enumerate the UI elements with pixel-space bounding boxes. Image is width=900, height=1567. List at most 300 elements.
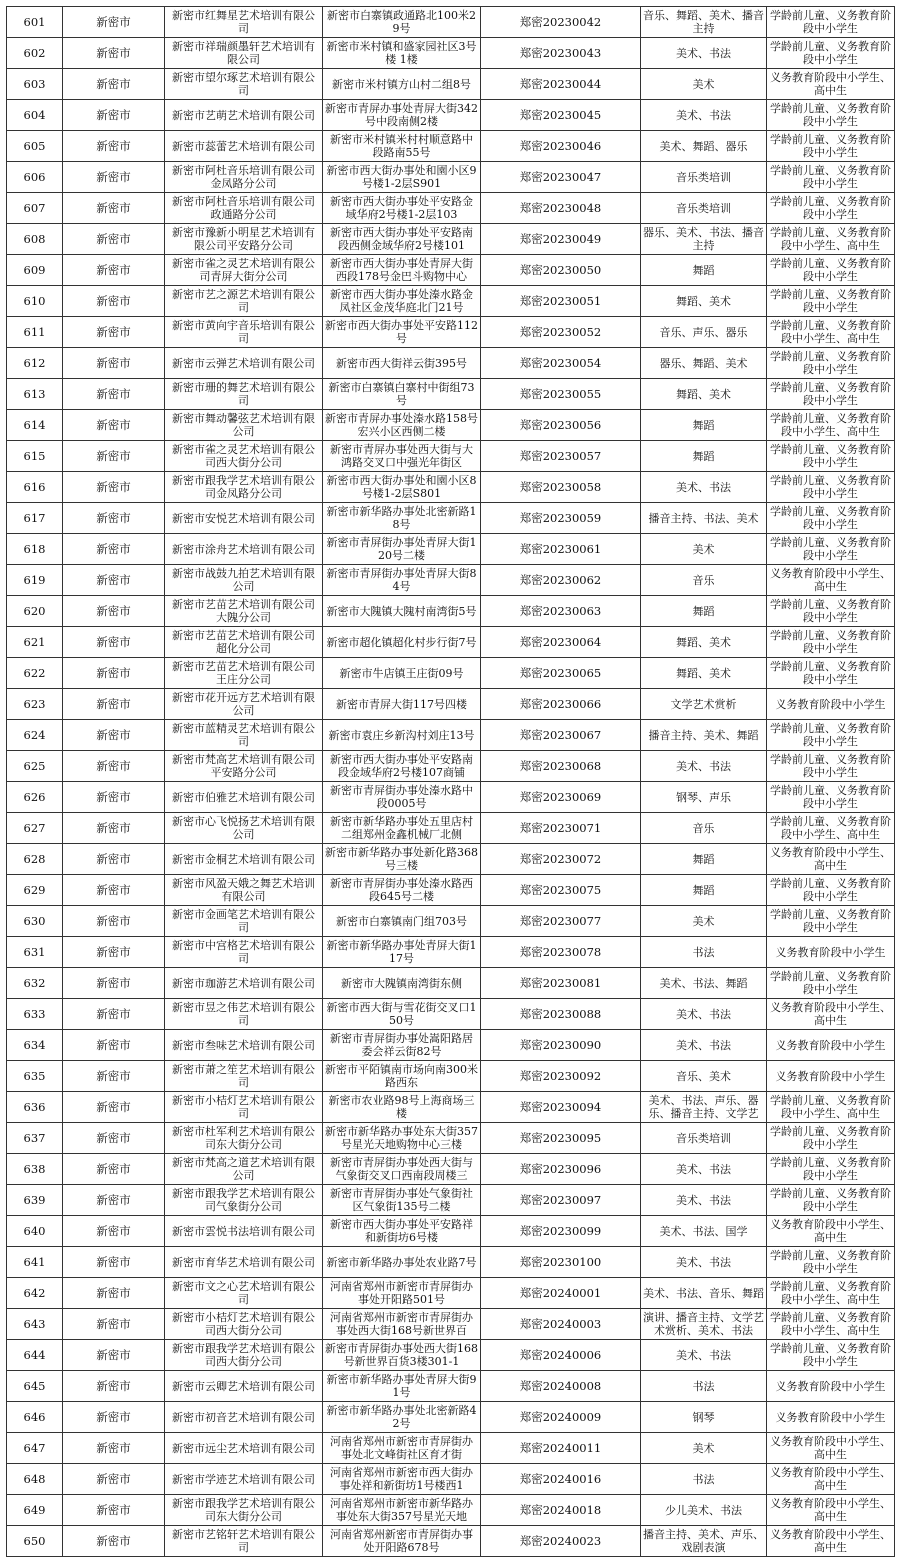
- serial-number-cell: 631: [7, 937, 63, 968]
- training-category-cell: 音乐: [641, 565, 767, 596]
- table-row: [7, 844, 895, 875]
- target-audience-cell: 义务教育阶段中小学生: [767, 1030, 895, 1061]
- training-category-cell: 音乐类培训: [641, 1123, 767, 1154]
- city-cell: 新密市: [63, 100, 165, 131]
- training-category-cell: 播音主持、美术、声乐、戏剧表演: [641, 1526, 767, 1557]
- training-category-cell: 舞蹈、美术: [641, 379, 767, 410]
- target-audience-cell: 学龄前儿童、义务教育阶段中小学生: [767, 503, 895, 534]
- institution-name-cell: 新密市雲悦书法培训有限公司: [165, 1216, 323, 1247]
- license-code-cell: 郑密20230097: [481, 1185, 641, 1216]
- target-audience-cell: 义务教育阶段中小学生、高中生: [767, 69, 895, 100]
- table-row: [7, 720, 895, 751]
- target-audience-cell: 学龄前儿童、义务教育阶段中小学生: [767, 7, 895, 38]
- institution-name-cell: 新密市杜军利艺术培训有限公司东大街分公司: [165, 1123, 323, 1154]
- serial-number-cell: 648: [7, 1464, 63, 1495]
- table-row: [7, 1402, 895, 1433]
- serial-number-cell: 617: [7, 503, 63, 534]
- serial-number-cell: 626: [7, 782, 63, 813]
- address-cell: 河南省郑州市新密市西大街办事处祥和新街坊1号楼西1: [323, 1464, 481, 1495]
- serial-number-cell: 637: [7, 1123, 63, 1154]
- target-audience-cell: 学龄前儿童、义务教育阶段中小学生: [767, 255, 895, 286]
- table-row: [7, 348, 895, 379]
- city-cell: 新密市: [63, 379, 165, 410]
- table-row: [7, 1123, 895, 1154]
- license-code-cell: 郑密20240023: [481, 1526, 641, 1557]
- institution-name-cell: 新密市望尔琢艺术培训有限公司: [165, 69, 323, 100]
- target-audience-cell: 义务教育阶段中小学生、高中生: [767, 565, 895, 596]
- institution-name-cell: 新密市跟我学艺术培训有限公司气象街分公司: [165, 1185, 323, 1216]
- target-audience-cell: 学龄前儿童、义务教育阶段中小学生: [767, 193, 895, 224]
- city-cell: 新密市: [63, 162, 165, 193]
- license-code-cell: 郑密20240001: [481, 1278, 641, 1309]
- serial-number-cell: 612: [7, 348, 63, 379]
- institution-name-cell: 新密市梵高之道艺术培训有限公司: [165, 1154, 323, 1185]
- table-row: [7, 782, 895, 813]
- serial-number-cell: 635: [7, 1061, 63, 1092]
- city-cell: 新密市: [63, 472, 165, 503]
- table-row: [7, 7, 895, 38]
- institution-name-cell: 新密市远尘艺术培训有限公司: [165, 1433, 323, 1464]
- table-row: [7, 224, 895, 255]
- institution-name-cell: 新密市艺萌艺术培训有限公司: [165, 100, 323, 131]
- table-row: [7, 1495, 895, 1526]
- address-cell: 新密市袁庄乡新沟村刘庄13号: [323, 720, 481, 751]
- training-category-cell: 舞蹈: [641, 844, 767, 875]
- target-audience-cell: 学龄前儿童、义务教育阶段中小学生: [767, 720, 895, 751]
- city-cell: 新密市: [63, 1526, 165, 1557]
- institution-name-cell: 新密市珊的舞艺术培训有限公司: [165, 379, 323, 410]
- target-audience-cell: 学龄前儿童、义务教育阶段中小学生: [767, 782, 895, 813]
- institution-name-cell: 新密市小桔灯艺术培训有限公司: [165, 1092, 323, 1123]
- training-category-cell: 舞蹈: [641, 596, 767, 627]
- license-code-cell: 郑密20230063: [481, 596, 641, 627]
- table-row: [7, 1278, 895, 1309]
- license-code-cell: 郑密20230075: [481, 875, 641, 906]
- table-row: [7, 38, 895, 69]
- training-category-cell: 美术、书法: [641, 1154, 767, 1185]
- institution-name-cell: 新密市初音艺术培训有限公司: [165, 1402, 323, 1433]
- city-cell: 新密市: [63, 1402, 165, 1433]
- city-cell: 新密市: [63, 751, 165, 782]
- target-audience-cell: 学龄前儿童、义务教育阶段中小学生: [767, 1123, 895, 1154]
- serial-number-cell: 627: [7, 813, 63, 844]
- serial-number-cell: 642: [7, 1278, 63, 1309]
- address-cell: 新密市青屏办事处西大街与大鸿路交叉口中强光年街区: [323, 441, 481, 472]
- table-row: [7, 627, 895, 658]
- address-cell: 新密市青屏办事处溱水路158号宏兴小区西侧二楼: [323, 410, 481, 441]
- city-cell: 新密市: [63, 658, 165, 689]
- license-code-cell: 郑密20230068: [481, 751, 641, 782]
- training-category-cell: 美术: [641, 69, 767, 100]
- target-audience-cell: 学龄前儿童、义务教育阶段中小学生: [767, 534, 895, 565]
- address-cell: 新密市青屏办事处青屏大街342号中段南侧2楼: [323, 100, 481, 131]
- city-cell: 新密市: [63, 503, 165, 534]
- table-body: [7, 7, 895, 1557]
- institution-name-cell: 新密市战鼓九拍艺术培训有限公司: [165, 565, 323, 596]
- address-cell: 新密市青屏街办事处青屏大街84号: [323, 565, 481, 596]
- city-cell: 新密市: [63, 1092, 165, 1123]
- license-code-cell: 郑密20230067: [481, 720, 641, 751]
- city-cell: 新密市: [63, 7, 165, 38]
- training-category-cell: 书法: [641, 937, 767, 968]
- institution-name-cell: 新密市祥瑞颜墨轩艺术培训有限公司: [165, 38, 323, 69]
- training-category-cell: 播音主持、书法、美术: [641, 503, 767, 534]
- training-category-cell: 舞蹈: [641, 255, 767, 286]
- city-cell: 新密市: [63, 906, 165, 937]
- license-code-cell: 郑密20230078: [481, 937, 641, 968]
- training-category-cell: 美术、书法: [641, 1185, 767, 1216]
- address-cell: 新密市新华路办事处北密新路18号: [323, 503, 481, 534]
- training-category-cell: 美术: [641, 1433, 767, 1464]
- license-code-cell: 郑密20230051: [481, 286, 641, 317]
- table-row: [7, 131, 895, 162]
- city-cell: 新密市: [63, 317, 165, 348]
- license-code-cell: 郑密20230066: [481, 689, 641, 720]
- address-cell: 新密市西大街办事处平安路金域华府2号楼1-2层103: [323, 193, 481, 224]
- city-cell: 新密市: [63, 1123, 165, 1154]
- address-cell: 新密市新华路办事处农业路7号: [323, 1247, 481, 1278]
- institution-name-cell: 新密市黄向宇音乐培训有限公司: [165, 317, 323, 348]
- table-row: [7, 379, 895, 410]
- serial-number-cell: 629: [7, 875, 63, 906]
- city-cell: 新密市: [63, 38, 165, 69]
- serial-number-cell: 620: [7, 596, 63, 627]
- training-category-cell: 音乐、声乐、器乐: [641, 317, 767, 348]
- target-audience-cell: 学龄前儿童、义务教育阶段中小学生: [767, 162, 895, 193]
- table-row: [7, 751, 895, 782]
- serial-number-cell: 613: [7, 379, 63, 410]
- table-row: [7, 69, 895, 100]
- target-audience-cell: 义务教育阶段中小学生: [767, 689, 895, 720]
- serial-number-cell: 609: [7, 255, 63, 286]
- institution-name-cell: 新密市学迹艺术培训有限公司: [165, 1464, 323, 1495]
- target-audience-cell: 学龄前儿童、义务教育阶段中小学生: [767, 38, 895, 69]
- target-audience-cell: 义务教育阶段中小学生、高中生: [767, 1464, 895, 1495]
- license-code-cell: 郑密20230054: [481, 348, 641, 379]
- serial-number-cell: 623: [7, 689, 63, 720]
- training-category-cell: 美术: [641, 534, 767, 565]
- serial-number-cell: 622: [7, 658, 63, 689]
- license-code-cell: 郑密20240016: [481, 1464, 641, 1495]
- license-code-cell: 郑密20240003: [481, 1309, 641, 1340]
- serial-number-cell: 636: [7, 1092, 63, 1123]
- target-audience-cell: 学龄前儿童、义务教育阶段中小学生、高中生: [767, 1309, 895, 1340]
- training-category-cell: 美术、舞蹈、器乐: [641, 131, 767, 162]
- target-audience-cell: 学龄前儿童、义务教育阶段中小学生: [767, 131, 895, 162]
- target-audience-cell: 义务教育阶段中小学生: [767, 1371, 895, 1402]
- serial-number-cell: 633: [7, 999, 63, 1030]
- license-code-cell: 郑密20230069: [481, 782, 641, 813]
- training-category-cell: 钢琴、声乐: [641, 782, 767, 813]
- serial-number-cell: 634: [7, 1030, 63, 1061]
- city-cell: 新密市: [63, 441, 165, 472]
- institution-name-cell: 新密市红舞星艺术培训有限公司: [165, 7, 323, 38]
- serial-number-cell: 643: [7, 1309, 63, 1340]
- table-row: [7, 689, 895, 720]
- city-cell: 新密市: [63, 720, 165, 751]
- institution-name-cell: 新密市小桔灯艺术培训有限公司西大街分公司: [165, 1309, 323, 1340]
- serial-number-cell: 630: [7, 906, 63, 937]
- target-audience-cell: 义务教育阶段中小学生: [767, 937, 895, 968]
- training-category-cell: 书法: [641, 1464, 767, 1495]
- city-cell: 新密市: [63, 813, 165, 844]
- institution-name-cell: 新密市阿杜音乐培训有限公司政通路分公司: [165, 193, 323, 224]
- training-category-cell: 美术、书法: [641, 38, 767, 69]
- table-row: [7, 1371, 895, 1402]
- training-category-cell: 舞蹈: [641, 410, 767, 441]
- license-code-cell: 郑密20230092: [481, 1061, 641, 1092]
- address-cell: 新密市新华路办事处新化路368号三楼: [323, 844, 481, 875]
- address-cell: 新密市新华路办事处青屏大街117号: [323, 937, 481, 968]
- serial-number-cell: 632: [7, 968, 63, 999]
- institution-name-cell: 新密市伯雅艺术培训有限公司: [165, 782, 323, 813]
- address-cell: 新密市西大街办事处平安路祥和新街坊6号楼: [323, 1216, 481, 1247]
- city-cell: 新密市: [63, 1216, 165, 1247]
- city-cell: 新密市: [63, 1247, 165, 1278]
- target-audience-cell: 学龄前儿童、义务教育阶段中小学生、高中生: [767, 1278, 895, 1309]
- address-cell: 新密市西大街办事处平安路112号: [323, 317, 481, 348]
- city-cell: 新密市: [63, 1371, 165, 1402]
- table-row: [7, 937, 895, 968]
- target-audience-cell: 学龄前儿童、义务教育阶段中小学生: [767, 100, 895, 131]
- target-audience-cell: 学龄前儿童、义务教育阶段中小学生: [767, 379, 895, 410]
- training-category-cell: 音乐、美术: [641, 1061, 767, 1092]
- target-audience-cell: 学龄前儿童、义务教育阶段中小学生、高中生: [767, 224, 895, 255]
- address-cell: 河南省郑州市新密市新华路办事处东大街357号星光天地: [323, 1495, 481, 1526]
- table-row: [7, 565, 895, 596]
- training-category-cell: 美术、书法: [641, 1340, 767, 1371]
- serial-number-cell: 624: [7, 720, 63, 751]
- table-row: [7, 1464, 895, 1495]
- institution-name-cell: 新密市花开远方艺术培训有限公司: [165, 689, 323, 720]
- license-code-cell: 郑密20230081: [481, 968, 641, 999]
- city-cell: 新密市: [63, 1340, 165, 1371]
- training-category-cell: 音乐、舞蹈、美术、播音主持: [641, 7, 767, 38]
- training-category-cell: 美术、书法: [641, 999, 767, 1030]
- address-cell: 河南省郑州市新密市青屏街办事处西大街168号新世界百: [323, 1309, 481, 1340]
- city-cell: 新密市: [63, 1185, 165, 1216]
- institution-name-cell: 新密市叁味艺术培训有限公司: [165, 1030, 323, 1061]
- training-category-cell: 美术: [641, 906, 767, 937]
- city-cell: 新密市: [63, 689, 165, 720]
- training-category-cell: 美术、书法: [641, 751, 767, 782]
- training-category-cell: 舞蹈、美术: [641, 627, 767, 658]
- table-row: [7, 1154, 895, 1185]
- city-cell: 新密市: [63, 968, 165, 999]
- table-row: [7, 1340, 895, 1371]
- address-cell: 新密市新华路办事处五里店村二组郑州金鑫机械厂北侧: [323, 813, 481, 844]
- training-category-cell: 书法: [641, 1371, 767, 1402]
- license-code-cell: 郑密20240009: [481, 1402, 641, 1433]
- table-row: [7, 968, 895, 999]
- license-code-cell: 郑密20230047: [481, 162, 641, 193]
- address-cell: 新密市大隗镇南湾街东侧: [323, 968, 481, 999]
- city-cell: 新密市: [63, 627, 165, 658]
- target-audience-cell: 义务教育阶段中小学生、高中生: [767, 1433, 895, 1464]
- address-cell: 新密市西大街办事处平安路南段金域华府2号楼107商铺: [323, 751, 481, 782]
- address-cell: 河南省郑州市新密市青屏街办事处北文峰街社区育才街: [323, 1433, 481, 1464]
- table-row: [7, 534, 895, 565]
- target-audience-cell: 学龄前儿童、义务教育阶段中小学生: [767, 1185, 895, 1216]
- table-row: [7, 255, 895, 286]
- license-code-cell: 郑密20230055: [481, 379, 641, 410]
- address-cell: 新密市西大街办事处平安路南段西侧金域华府2号楼101: [323, 224, 481, 255]
- institution-name-cell: 新密市文之心艺术培训有限公司: [165, 1278, 323, 1309]
- city-cell: 新密市: [63, 1278, 165, 1309]
- target-audience-cell: 学龄前儿童、义务教育阶段中小学生: [767, 441, 895, 472]
- institution-name-cell: 新密市阿杜音乐培训有限公司金凤路分公司: [165, 162, 323, 193]
- training-category-cell: 舞蹈、美术: [641, 286, 767, 317]
- target-audience-cell: 学龄前儿童、义务教育阶段中小学生: [767, 627, 895, 658]
- license-code-cell: 郑密20230094: [481, 1092, 641, 1123]
- city-cell: 新密市: [63, 69, 165, 100]
- address-cell: 新密市超化镇超化村步行街7号: [323, 627, 481, 658]
- address-cell: 新密市米村镇方山村二组8号: [323, 69, 481, 100]
- training-category-cell: 美术、书法: [641, 1030, 767, 1061]
- address-cell: 新密市青屏大街117号四楼: [323, 689, 481, 720]
- institution-name-cell: 新密市梵高艺术培训有限公司平安路分公司: [165, 751, 323, 782]
- license-code-cell: 郑密20240011: [481, 1433, 641, 1464]
- serial-number-cell: 618: [7, 534, 63, 565]
- institution-name-cell: 新密市舞动馨弦艺术培训有限公司: [165, 410, 323, 441]
- license-code-cell: 郑密20230049: [481, 224, 641, 255]
- target-audience-cell: 义务教育阶段中小学生: [767, 1061, 895, 1092]
- city-cell: 新密市: [63, 1154, 165, 1185]
- city-cell: 新密市: [63, 1309, 165, 1340]
- institution-name-cell: 新密市艺铭轩艺术培训有限公司: [165, 1526, 323, 1557]
- table-row: [7, 193, 895, 224]
- address-cell: 新密市农业路98号上海商场三楼: [323, 1092, 481, 1123]
- institution-table: [6, 6, 895, 1557]
- city-cell: 新密市: [63, 844, 165, 875]
- serial-number-cell: 605: [7, 131, 63, 162]
- serial-number-cell: 641: [7, 1247, 63, 1278]
- institution-name-cell: 新密市昱之伟艺术培训有限公司: [165, 999, 323, 1030]
- target-audience-cell: 学龄前儿童、义务教育阶段中小学生、高中生: [767, 813, 895, 844]
- serial-number-cell: 645: [7, 1371, 63, 1402]
- address-cell: 河南省郑州新密市青屏街办事处开阳路678号: [323, 1526, 481, 1557]
- table-row: [7, 1185, 895, 1216]
- license-code-cell: 郑密20230100: [481, 1247, 641, 1278]
- table-row: [7, 596, 895, 627]
- address-cell: 新密市青屏街办事处西大街168号新世界百货3楼301-1: [323, 1340, 481, 1371]
- license-code-cell: 郑密20230059: [481, 503, 641, 534]
- serial-number-cell: 638: [7, 1154, 63, 1185]
- target-audience-cell: 义务教育阶段中小学生: [767, 1402, 895, 1433]
- training-category-cell: 美术、书法: [641, 1247, 767, 1278]
- table-row: [7, 906, 895, 937]
- address-cell: 新密市西大街办事处溱水路金凤社区金茂华庭北门21号: [323, 286, 481, 317]
- serial-number-cell: 615: [7, 441, 63, 472]
- target-audience-cell: 义务教育阶段中小学生、高中生: [767, 844, 895, 875]
- address-cell: 新密市新华路办事处青屏大街91号: [323, 1371, 481, 1402]
- serial-number-cell: 604: [7, 100, 63, 131]
- license-code-cell: 郑密20230052: [481, 317, 641, 348]
- license-code-cell: 郑密20240006: [481, 1340, 641, 1371]
- target-audience-cell: 学龄前儿童、义务教育阶段中小学生: [767, 596, 895, 627]
- city-cell: 新密市: [63, 1433, 165, 1464]
- table-row: [7, 286, 895, 317]
- license-code-cell: 郑密20230077: [481, 906, 641, 937]
- target-audience-cell: 义务教育阶段中小学生、高中生: [767, 1216, 895, 1247]
- target-audience-cell: 学龄前儿童、义务教育阶段中小学生: [767, 968, 895, 999]
- serial-number-cell: 644: [7, 1340, 63, 1371]
- city-cell: 新密市: [63, 410, 165, 441]
- license-code-cell: 郑密20230056: [481, 410, 641, 441]
- license-code-cell: 郑密20230061: [481, 534, 641, 565]
- table-row: [7, 317, 895, 348]
- address-cell: 新密市青屏街办事处嵩阳路居委会祥云街82号: [323, 1030, 481, 1061]
- institution-name-cell: 新密市蕊蕾艺术培训有限公司: [165, 131, 323, 162]
- training-category-cell: 播音主持、美术、舞蹈: [641, 720, 767, 751]
- training-category-cell: 美术、书法: [641, 472, 767, 503]
- training-category-cell: 舞蹈: [641, 875, 767, 906]
- address-cell: 新密市青屏街办事处西大街与气象街交叉口西南段周楼三: [323, 1154, 481, 1185]
- target-audience-cell: 学龄前儿童、义务教育阶段中小学生、高中生: [767, 317, 895, 348]
- license-code-cell: 郑密20230058: [481, 472, 641, 503]
- table-row: [7, 658, 895, 689]
- license-code-cell: 郑密20230090: [481, 1030, 641, 1061]
- table-row: [7, 813, 895, 844]
- institution-name-cell: 新密市金桐艺术培训有限公司: [165, 844, 323, 875]
- institution-name-cell: 新密市萧之笙艺术培训有限公司: [165, 1061, 323, 1092]
- serial-number-cell: 639: [7, 1185, 63, 1216]
- institution-name-cell: 新密市蓝精灵艺术培训有限公司: [165, 720, 323, 751]
- license-code-cell: 郑密20230071: [481, 813, 641, 844]
- training-category-cell: 音乐类培训: [641, 193, 767, 224]
- license-code-cell: 郑密20230096: [481, 1154, 641, 1185]
- address-cell: 新密市米村镇和盛家园社区3号楼 1楼: [323, 38, 481, 69]
- institution-name-cell: 新密市艺之源艺术培训有限公司: [165, 286, 323, 317]
- license-code-cell: 郑密20240008: [481, 1371, 641, 1402]
- training-category-cell: 音乐类培训: [641, 162, 767, 193]
- training-category-cell: 舞蹈、美术: [641, 658, 767, 689]
- target-audience-cell: 学龄前儿童、义务教育阶段中小学生: [767, 286, 895, 317]
- address-cell: 新密市白寨镇政通路北100米29号: [323, 7, 481, 38]
- address-cell: 新密市西大街祥云街395号: [323, 348, 481, 379]
- institution-name-cell: 新密市艺苗艺术培训有限公司王庄分公司: [165, 658, 323, 689]
- serial-number-cell: 650: [7, 1526, 63, 1557]
- license-code-cell: 郑密20230065: [481, 658, 641, 689]
- license-code-cell: 郑密20240018: [481, 1495, 641, 1526]
- license-code-cell: 郑密20230057: [481, 441, 641, 472]
- training-category-cell: 舞蹈: [641, 441, 767, 472]
- training-category-cell: 器乐、舞蹈、美术: [641, 348, 767, 379]
- address-cell: 新密市新华路办事处北密新路42号: [323, 1402, 481, 1433]
- institution-name-cell: 新密市金画笔艺术培训有限公司: [165, 906, 323, 937]
- institution-name-cell: 新密市风盈天娥之舞艺术培训有限公司: [165, 875, 323, 906]
- serial-number-cell: 616: [7, 472, 63, 503]
- license-code-cell: 郑密20230095: [481, 1123, 641, 1154]
- license-code-cell: 郑密20230045: [481, 100, 641, 131]
- city-cell: 新密市: [63, 1464, 165, 1495]
- institution-name-cell: 新密市云卿艺术培训有限公司: [165, 1371, 323, 1402]
- address-cell: 新密市青屏街办事处溱水路西段645号二楼: [323, 875, 481, 906]
- address-cell: 新密市牛店镇王庄街09号: [323, 658, 481, 689]
- serial-number-cell: 607: [7, 193, 63, 224]
- table-row: [7, 410, 895, 441]
- city-cell: 新密市: [63, 875, 165, 906]
- institution-name-cell: 新密市艺苗艺术培训有限公司超化分公司: [165, 627, 323, 658]
- table-row: [7, 503, 895, 534]
- target-audience-cell: 义务教育阶段中小学生、高中生: [767, 1526, 895, 1557]
- address-cell: 新密市新华路办事处东大街357号星光天地购物中心三楼: [323, 1123, 481, 1154]
- serial-number-cell: 608: [7, 224, 63, 255]
- serial-number-cell: 606: [7, 162, 63, 193]
- institution-name-cell: 新密市艺苗艺术培训有限公司大隗分公司: [165, 596, 323, 627]
- institution-name-cell: 新密市心飞悦扬艺术培训有限公司: [165, 813, 323, 844]
- table-row: [7, 162, 895, 193]
